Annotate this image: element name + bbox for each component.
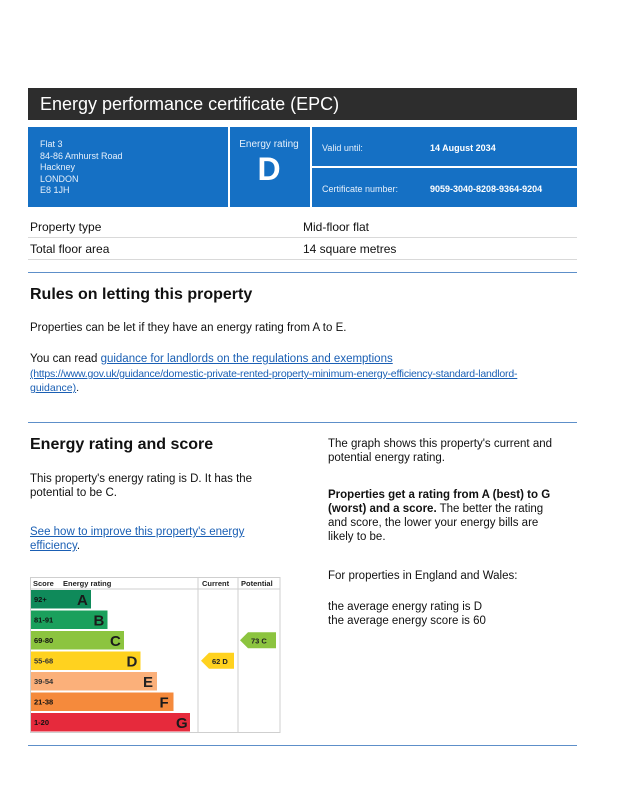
rating-explanation-line: and score, the lower your energy bills are bbox=[328, 517, 539, 529]
energy-rating-label: Energy rating bbox=[239, 139, 299, 150]
property-type-label: Property type bbox=[30, 220, 102, 234]
band-bar-g bbox=[31, 713, 190, 732]
floor-area-label: Total floor area bbox=[30, 242, 110, 256]
chart-header-rating: Energy rating bbox=[63, 579, 112, 588]
letting-guidance bbox=[30, 352, 570, 366]
band-range-e: 39-54 bbox=[34, 677, 54, 686]
average-score: the average energy score is 60 bbox=[328, 615, 486, 627]
guidance-url-link[interactable]: (https://www.gov.uk/guidance/domestic-private-rented-property-minimum-energy-efficiency-standard-landlord- bbox=[30, 368, 518, 380]
address-line: Hackney bbox=[40, 162, 76, 172]
chart-header-score: Score bbox=[33, 579, 54, 588]
energy-rating-chart bbox=[30, 577, 282, 733]
address-line: 84-86 Amhurst Road bbox=[40, 150, 123, 161]
certificate-number-value: 9059-3040-8208-9364-9204 bbox=[430, 184, 543, 194]
address-line: E8 1JH bbox=[40, 185, 70, 195]
band-range-a: 92+ bbox=[34, 595, 47, 604]
chart-header-potential: Potential bbox=[241, 579, 273, 588]
graph-explanation-line: The graph shows this property's current and bbox=[328, 438, 553, 450]
section-divider bbox=[28, 422, 577, 423]
floor-area-value: 14 square metres bbox=[303, 242, 397, 256]
region-note: For properties in England and Wales: bbox=[328, 570, 518, 582]
divider bbox=[312, 166, 577, 168]
band-letter-g: G bbox=[176, 715, 188, 732]
address-line: Flat 3 bbox=[40, 139, 63, 149]
improve-link[interactable]: See how to improve this property's energy bbox=[30, 526, 245, 538]
property-address bbox=[40, 139, 123, 197]
band-range-c: 69-80 bbox=[34, 636, 54, 645]
improve-block bbox=[30, 525, 244, 553]
band-letter-e: E bbox=[143, 674, 154, 691]
band-letter-d: D bbox=[126, 653, 138, 671]
page-title: Energy performance certificate (EPC) bbox=[28, 88, 577, 120]
certificate-summary-box bbox=[28, 127, 577, 207]
band-range-d: 55-68 bbox=[34, 656, 54, 666]
band-letter-f: F bbox=[159, 694, 169, 712]
row-divider bbox=[28, 259, 577, 260]
band-range-g: 1-20 bbox=[34, 718, 50, 727]
current-rating-label: 62 D bbox=[212, 656, 228, 666]
rating-explanation-line: likely to be. bbox=[328, 531, 386, 543]
section-divider bbox=[28, 272, 577, 273]
chart-header-current: Current bbox=[202, 579, 230, 588]
guidance-prefix: You can read bbox=[30, 353, 101, 365]
score-text bbox=[30, 472, 252, 500]
improve-suffix: . bbox=[76, 540, 81, 552]
row-divider bbox=[28, 237, 577, 238]
guidance-url bbox=[30, 367, 517, 381]
property-type-value: Mid-floor flat bbox=[303, 220, 370, 234]
letting-text: Properties can be let if they have an energy rating from A to E. bbox=[30, 322, 347, 334]
guidance-suffix: . bbox=[76, 382, 80, 394]
guidance-url-link-end[interactable]: guidance) bbox=[30, 382, 77, 394]
score-text-line: This property's energy rating is D. It has the bbox=[30, 473, 253, 485]
guidance-link[interactable]: guidance for landlords on the regulations and exemptions bbox=[100, 353, 393, 365]
rating-explanation bbox=[328, 488, 550, 544]
average-rating: the average energy rating is D bbox=[328, 601, 483, 613]
graph-explanation bbox=[328, 437, 552, 465]
rating-explanation-text: The better the rating bbox=[436, 503, 544, 515]
improve-link-end[interactable]: efficiency bbox=[30, 540, 77, 552]
energy-rating-letter: D bbox=[257, 151, 281, 187]
score-heading: Energy rating and score bbox=[30, 436, 214, 453]
rating-explanation-bold: (worst) and a score. bbox=[328, 503, 437, 515]
valid-until-label: Valid until: bbox=[322, 143, 363, 153]
rating-explanation-bold: Properties get a rating from A (best) to G bbox=[328, 489, 551, 501]
valid-until-value: 14 August 2034 bbox=[430, 143, 496, 153]
address-line: LONDON bbox=[40, 173, 79, 184]
band-letter-b: B bbox=[93, 612, 105, 630]
section-divider bbox=[28, 745, 577, 746]
guidance-url-end bbox=[30, 381, 79, 395]
score-text-line: potential to be C. bbox=[30, 487, 117, 499]
potential-rating-label: 73 C bbox=[251, 636, 267, 646]
certificate-number-label: Certificate number: bbox=[322, 184, 399, 194]
letting-heading: Rules on letting this property bbox=[30, 286, 253, 303]
band-letter-a: A bbox=[77, 592, 88, 609]
graph-explanation-line: potential energy rating. bbox=[328, 452, 445, 464]
averages bbox=[328, 600, 486, 628]
band-range-f: 21-38 bbox=[34, 697, 54, 707]
band-letter-c: C bbox=[110, 633, 121, 650]
band-range-b: 81-91 bbox=[34, 615, 54, 625]
